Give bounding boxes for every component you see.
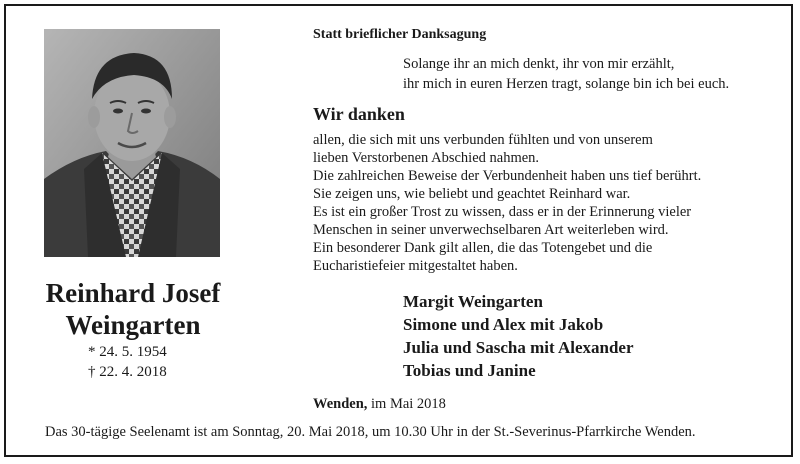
thanks-text-line: Menschen in seiner unverwechselbaren Art weiterleben wird.: [313, 222, 669, 238]
birth-date: * 24. 5. 1954: [88, 344, 167, 360]
date: im Mai 2018: [371, 396, 446, 412]
place-date: [313, 396, 446, 413]
place: Wenden,: [313, 396, 368, 412]
notice-header: Statt brieflicher Danksagung: [313, 27, 487, 42]
family-member: Julia und Sascha mit Alexander: [403, 338, 634, 357]
thanks-text-line: allen, die sich mit uns verbunden fühlten und von unserem: [313, 132, 653, 148]
thanks-text-line: Sie zeigen uns, wie beliebt und geachtet Reinhard war.: [313, 186, 631, 202]
quote-line: ihr mich in euren Herzen tragt, solange bin ich bei euch.: [403, 76, 730, 92]
thanks-text-line: Eucharistiefeier mitgestaltet haben.: [313, 258, 518, 274]
family-member: Simone und Alex mit Jakob: [403, 315, 604, 334]
thanks-text-line: Ein besonderer Dank gilt allen, die das Totengebet und die: [313, 240, 653, 256]
quote-line: Solange ihr an mich denkt, ihr von mir erzählt,: [403, 56, 675, 72]
deceased-name-line2: Weingarten: [65, 310, 201, 340]
thanks-title: Wir danken: [313, 104, 405, 124]
portrait-photo: [44, 29, 220, 257]
thanks-text-line: lieben Verstorbenen Abschied nahmen.: [313, 150, 540, 166]
death-date: † 22. 4. 2018: [88, 364, 167, 380]
memorial-mass-notice: Das 30-tägige Seelenamt ist am Sonntag, 20. Mai 2018, um 10.30 Uhr in der St.-Severinus-Pfarrkirche Wenden.: [45, 424, 696, 440]
family-member: Margit Weingarten: [403, 292, 543, 311]
thanks-text-line: Es ist ein großer Trost zu wissen, dass er in der Erinnerung vieler: [313, 204, 692, 220]
family-member: Tobias und Janine: [403, 361, 536, 380]
thanks-text-line: Die zahlreichen Beweise der Verbundenheit haben uns tief berührt.: [313, 168, 702, 184]
deceased-name-line1: Reinhard Josef: [45, 278, 221, 308]
